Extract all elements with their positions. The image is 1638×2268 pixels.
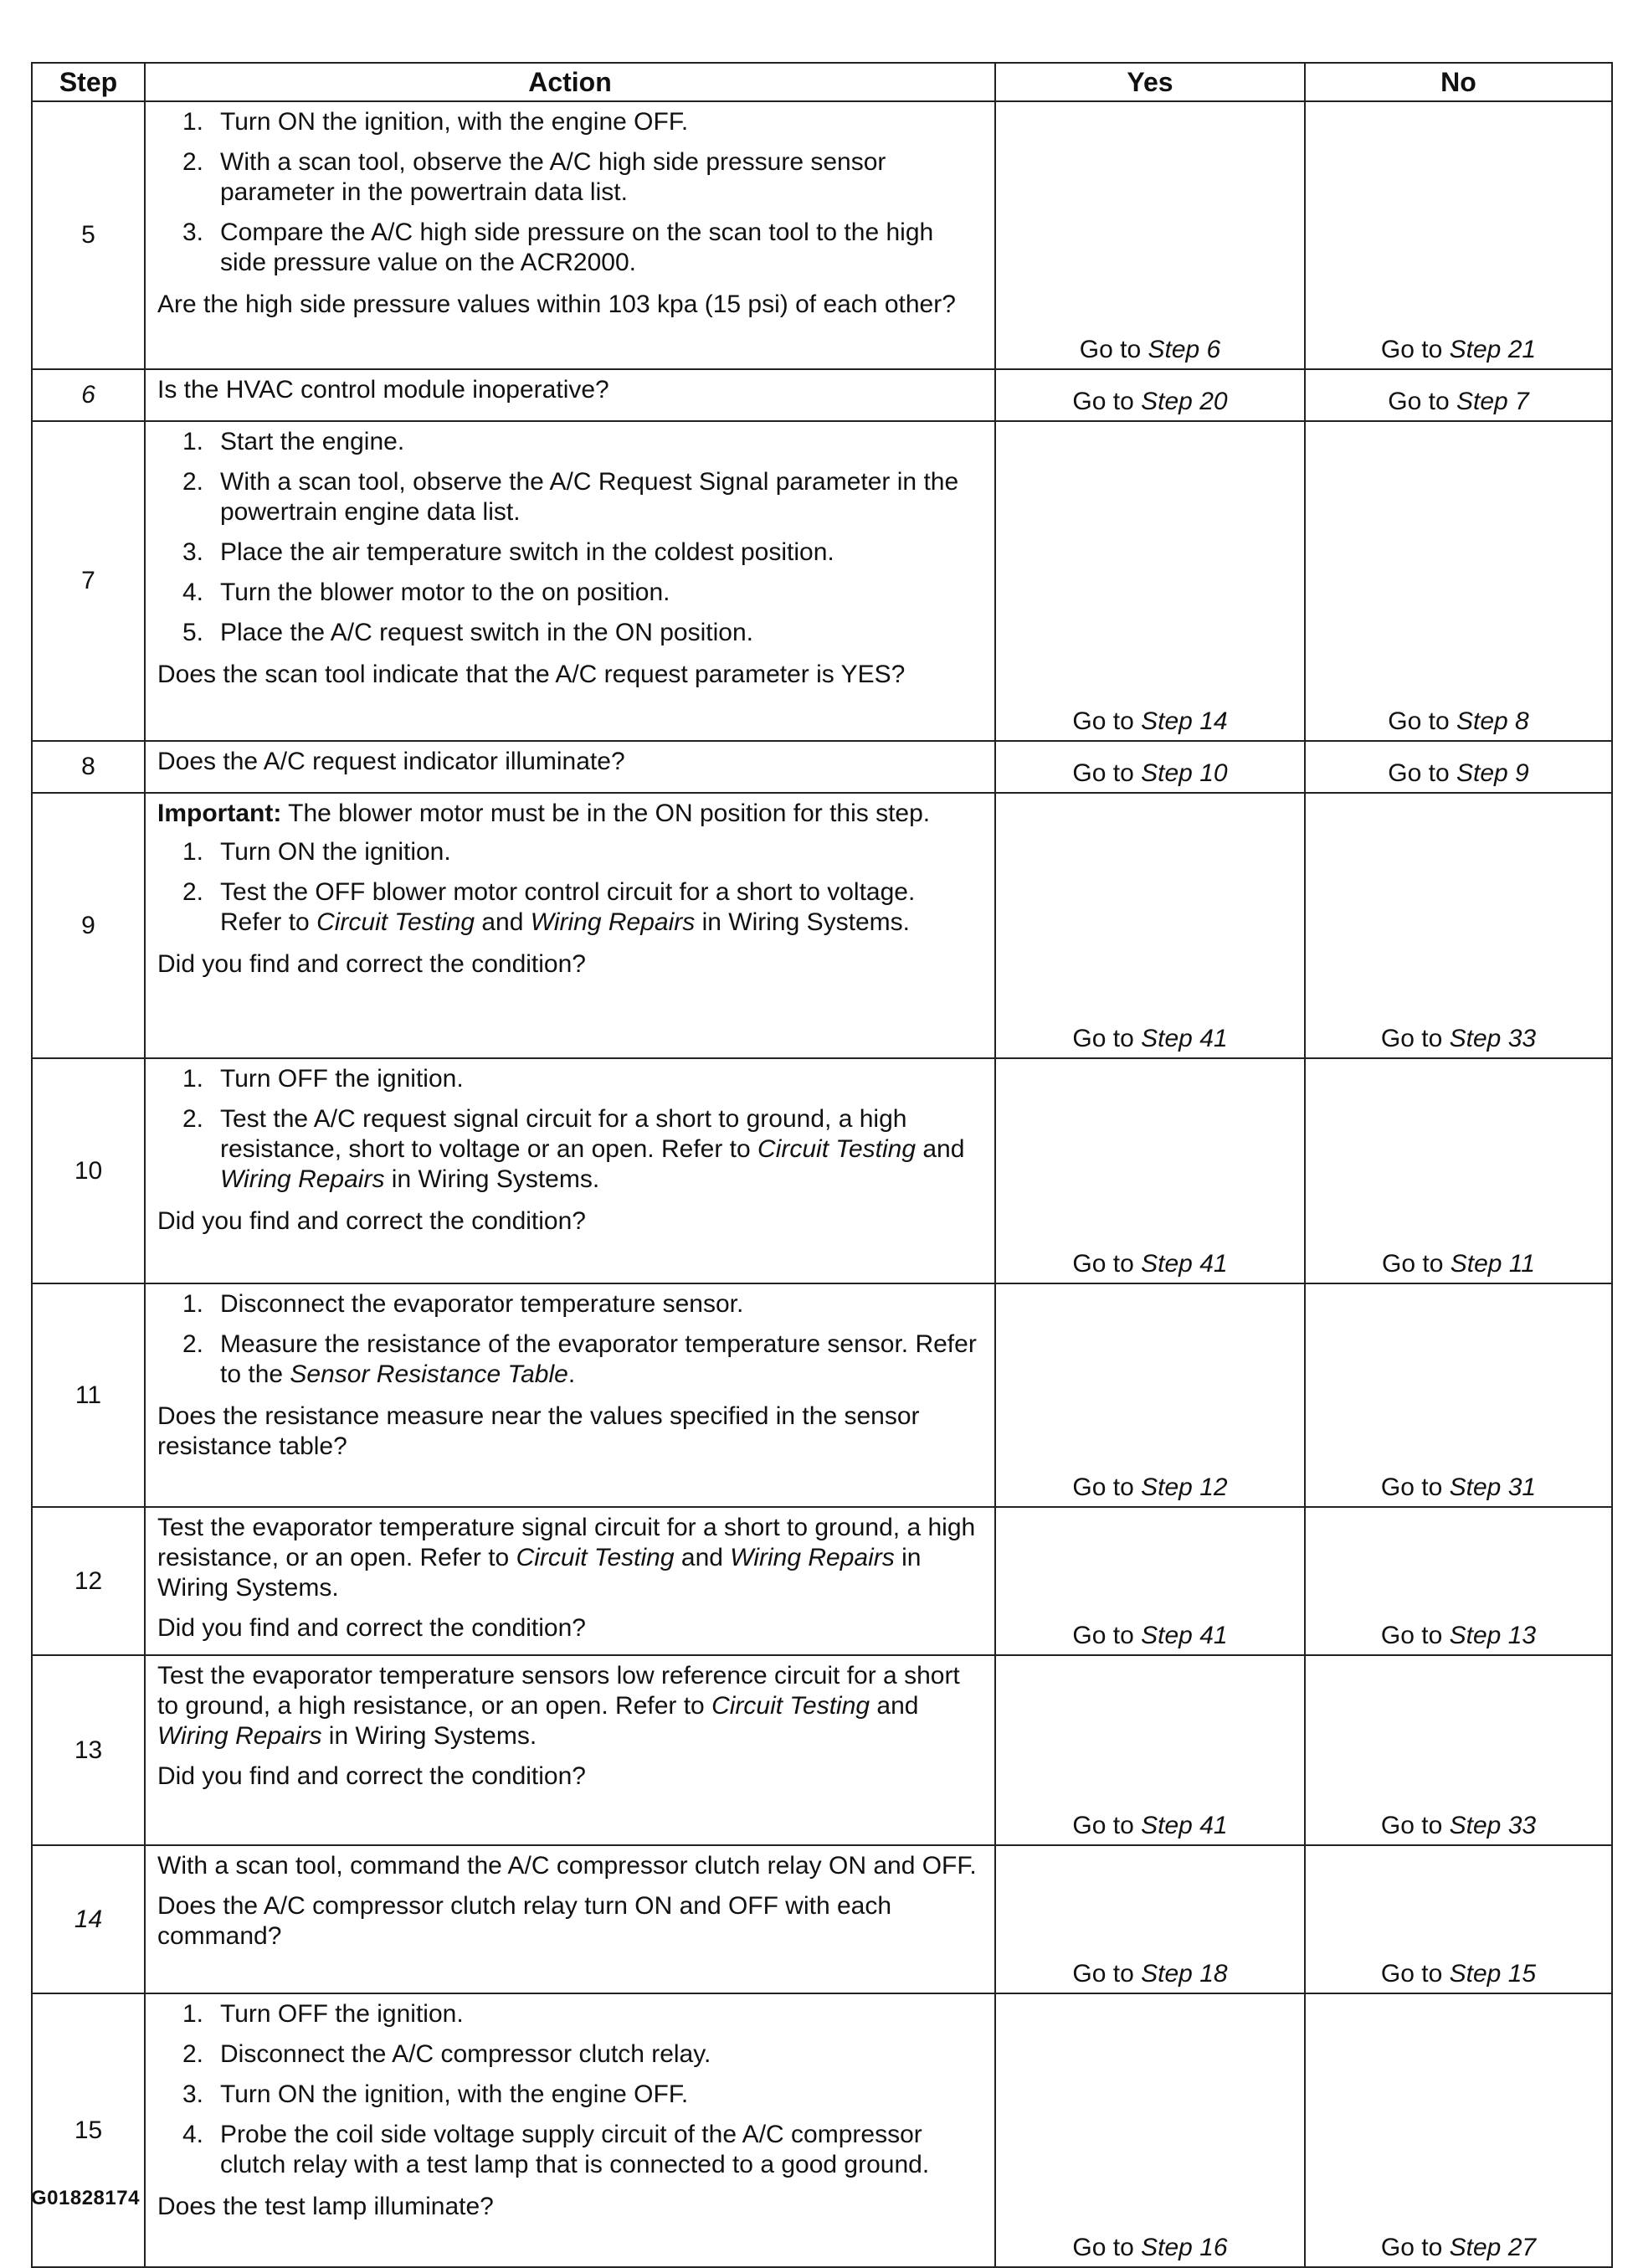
text-segment: Turn OFF the ignition. [220, 1065, 464, 1093]
text-segment: Turn ON the ignition. [220, 838, 451, 866]
table-row [32, 1058, 1612, 1283]
text-segment: Turn ON the ignition, with the engine OFF. [220, 2080, 689, 2108]
header-yes: Yes [995, 63, 1305, 101]
question-text: Did you find and correct the condition? [157, 1207, 586, 1235]
reference-italic: Circuit Testing [516, 1544, 675, 1571]
action-cell [145, 793, 995, 1058]
question-text: Does the A/C request indicator illuminate? [157, 748, 625, 775]
header-step: Step [32, 63, 145, 101]
procedure-list [157, 1289, 983, 1390]
procedure-step [157, 1104, 983, 1195]
table-row [32, 1507, 1612, 1655]
go-to-prefix: Go to [1072, 1960, 1134, 1988]
action-paragraph [157, 1661, 983, 1751]
action-paragraph [157, 1851, 983, 1881]
question-text: Does the A/C compressor clutch relay turn ON and OFF with each command? [157, 1892, 892, 1950]
text-segment: Probe the coil side voltage supply circuit of the A/C compressor clutch relay with a test lamp that is connected to a good ground. [220, 2121, 930, 2178]
no-result [1305, 101, 1612, 369]
table-row [32, 741, 1612, 793]
no-target-step[interactable]: Step 11 [1450, 1250, 1535, 1278]
action-cell [145, 741, 995, 793]
go-to-prefix: Go to [1072, 759, 1134, 787]
procedure-step [157, 2039, 983, 2070]
table-row [32, 101, 1612, 369]
yes-target-step[interactable]: Step 10 [1141, 759, 1228, 787]
procedure-step [157, 1999, 983, 2029]
yes-result [995, 1507, 1305, 1655]
step-index: 4. [182, 579, 204, 606]
yes-target-step[interactable]: Step 12 [1141, 1473, 1228, 1501]
go-to-prefix: Go to [1380, 1622, 1443, 1649]
procedure-list [157, 427, 983, 648]
go-to-prefix: Go to [1072, 1025, 1134, 1052]
action-cell [145, 421, 995, 741]
procedure-step [157, 1329, 983, 1390]
text-segment: Test the evaporator temperature sensors low reference circuit for a short to ground, a high resistance, or an open. Refer to [157, 1662, 960, 1720]
reference-italic: Circuit Testing [316, 908, 475, 936]
no-result [1305, 741, 1612, 793]
reference-italic: Wiring Repairs [157, 1722, 322, 1750]
important-note [157, 799, 983, 829]
step-number: 10 [32, 1058, 145, 1283]
no-target-step[interactable]: Step 9 [1456, 759, 1529, 787]
diagnostic-table-container [31, 62, 1611, 2268]
diagnostic-table [31, 62, 1613, 2268]
procedure-list [157, 837, 983, 938]
text-segment: Test the evaporator temperature signal circuit for a short to ground, a high resistance, or an open. Refer to [157, 1514, 976, 1571]
no-result [1305, 369, 1612, 421]
table-header-row [32, 63, 1612, 101]
no-target-step[interactable]: Step 33 [1449, 1812, 1537, 1839]
header-action: Action [145, 63, 995, 101]
reference-italic: Wiring Repairs [530, 908, 696, 936]
yes-result [995, 1655, 1305, 1845]
text-segment: Disconnect the evaporator temperature sensor. [220, 1290, 744, 1318]
table-body [32, 101, 1612, 2267]
text-segment: in Wiring Systems. [157, 1544, 922, 1602]
step-number: 15 [32, 1993, 145, 2267]
procedure-step [157, 537, 983, 568]
text-segment: . [567, 1360, 576, 1388]
text-segment: Place the A/C request switch in the ON position. [220, 619, 753, 646]
step-number: 7 [32, 421, 145, 741]
step-number: 6 [32, 369, 145, 421]
step-index: 4. [182, 2121, 204, 2148]
step-index: 2. [182, 878, 204, 906]
yes-result [995, 421, 1305, 741]
procedure-step [157, 1064, 983, 1094]
question-text: Did you find and correct the condition? [157, 1762, 586, 1790]
table-row [32, 1993, 1612, 2267]
yes-target-step[interactable]: Step 41 [1141, 1025, 1228, 1052]
important-label: Important: [157, 800, 282, 827]
procedure-list [157, 1999, 983, 2180]
yes-result [995, 1058, 1305, 1283]
no-result [1305, 1058, 1612, 1283]
no-target-step[interactable]: Step 21 [1449, 336, 1537, 363]
text-segment: in Wiring Systems. [391, 1165, 600, 1193]
yes-target-step[interactable]: Step 16 [1141, 2234, 1228, 2261]
text-segment: With a scan tool, command the A/C compressor clutch relay ON and OFF. [157, 1852, 977, 1880]
no-result [1305, 1507, 1612, 1655]
yes-result [995, 741, 1305, 793]
yes-result [995, 369, 1305, 421]
action-cell [145, 1507, 995, 1655]
go-to-prefix: Go to [1380, 1473, 1443, 1501]
action-cell [145, 101, 995, 369]
yes-target-step[interactable]: Step 41 [1141, 1622, 1228, 1649]
table-row [32, 1283, 1612, 1507]
reference-italic: Circuit Testing [757, 1135, 917, 1163]
procedure-list [157, 1064, 983, 1195]
procedure-step [157, 1289, 983, 1319]
step-index: 2. [182, 1330, 204, 1358]
go-to-prefix: Go to [1072, 388, 1134, 415]
step-index: 5. [182, 619, 204, 646]
procedure-step [157, 2080, 983, 2110]
text-segment: and [922, 1135, 965, 1163]
yes-result [995, 1993, 1305, 2267]
no-result [1305, 1283, 1612, 1507]
yes-target-step[interactable]: Step 6 [1148, 336, 1221, 363]
step-index: 2. [182, 2040, 204, 2068]
reference-italic: Wiring Repairs [730, 1544, 895, 1571]
go-to-prefix: Go to [1072, 1473, 1134, 1501]
question-text: Did you find and correct the condition? [157, 950, 586, 978]
step-index: 1. [182, 108, 204, 136]
text-segment: Test the A/C request signal circuit for a short to ground, a high resistance, short to voltage or an open. Refer to [220, 1105, 907, 1163]
action-cell [145, 1993, 995, 2267]
go-to-prefix: Go to [1388, 707, 1450, 735]
header-no: No [1305, 63, 1612, 101]
no-result [1305, 421, 1612, 741]
yes-target-step[interactable]: Step 20 [1141, 388, 1228, 415]
step-number: 9 [32, 793, 145, 1058]
go-to-prefix: Go to [1380, 2234, 1443, 2261]
table-row [32, 1845, 1612, 1993]
go-to-prefix: Go to [1072, 707, 1134, 735]
text-segment: and [680, 1544, 723, 1571]
no-result [1305, 1655, 1612, 1845]
procedure-list [157, 107, 983, 278]
step-index: 3. [182, 538, 204, 566]
text-segment: Place the air temperature switch in the coldest position. [220, 538, 834, 566]
yes-target-step[interactable]: Step 14 [1141, 707, 1228, 735]
go-to-prefix: Go to [1380, 336, 1443, 363]
reference-italic: Wiring Repairs [220, 1165, 385, 1193]
step-number: 11 [32, 1283, 145, 1507]
action-cell [145, 1058, 995, 1283]
procedure-step [157, 618, 983, 648]
go-to-prefix: Go to [1382, 1250, 1444, 1278]
step-number: 5 [32, 101, 145, 369]
go-to-prefix: Go to [1388, 388, 1450, 415]
text-segment: With a scan tool, observe the A/C high side pressure sensor parameter in the powertrain data list. [220, 148, 886, 206]
text-segment: Disconnect the A/C compressor clutch relay. [220, 2040, 711, 2068]
text-segment: With a scan tool, observe the A/C Request Signal parameter in the powertrain engine data list. [220, 468, 959, 526]
no-target-step[interactable]: Step 31 [1449, 1473, 1537, 1501]
figure-id: G01828174 [31, 2187, 140, 2209]
go-to-prefix: Go to [1380, 1025, 1443, 1052]
table-row [32, 1655, 1612, 1845]
step-index: 2. [182, 1105, 204, 1133]
text-segment: Start the engine. [220, 428, 405, 455]
procedure-step [157, 147, 983, 208]
yes-result [995, 793, 1305, 1058]
table-row [32, 793, 1612, 1058]
go-to-prefix: Go to [1072, 1622, 1134, 1649]
no-target-step[interactable]: Step 13 [1449, 1622, 1537, 1649]
step-index: 3. [182, 2080, 204, 2108]
text-segment: Test the OFF blower motor control circuit for a short to voltage. Refer to [220, 878, 916, 936]
procedure-step [157, 218, 983, 278]
text-segment: and [876, 1692, 919, 1720]
go-to-prefix: Go to [1072, 2234, 1134, 2261]
procedure-step [157, 877, 983, 938]
question-text: Did you find and correct the condition? [157, 1614, 586, 1642]
procedure-step [157, 427, 983, 457]
action-cell [145, 1655, 995, 1845]
procedure-step [157, 107, 983, 137]
step-index: 2. [182, 148, 204, 176]
yes-result [995, 101, 1305, 369]
yes-target-step[interactable]: Step 18 [1141, 1960, 1228, 1988]
reference-italic: Sensor Resistance Table [290, 1360, 568, 1388]
text-segment: and [481, 908, 524, 936]
procedure-step [157, 837, 983, 867]
no-target-step[interactable]: Step 8 [1456, 707, 1529, 735]
procedure-step [157, 2120, 983, 2180]
step-number: 8 [32, 741, 145, 793]
step-number: 13 [32, 1655, 145, 1845]
no-target-step[interactable]: Step 15 [1449, 1960, 1537, 1988]
text-segment: Turn OFF the ignition. [220, 2000, 464, 2028]
important-text: The blower motor must be in the ON position for this step. [288, 800, 931, 827]
step-index: 1. [182, 2000, 204, 2028]
procedure-step [157, 578, 983, 608]
question-text: Is the HVAC control module inoperative? [157, 376, 609, 404]
text-segment: in Wiring Systems. [328, 1722, 537, 1750]
question-text: Does the resistance measure near the values specified in the sensor resistance table? [157, 1402, 920, 1460]
text-segment: Turn the blower motor to the on position. [220, 579, 670, 606]
yes-result [995, 1845, 1305, 1993]
go-to-prefix: Go to [1072, 1812, 1134, 1839]
action-paragraph [157, 1513, 983, 1603]
step-index: 2. [182, 468, 204, 496]
no-target-step[interactable]: Step 7 [1456, 388, 1529, 415]
action-cell [145, 1845, 995, 1993]
table-row [32, 369, 1612, 421]
action-cell [145, 1283, 995, 1507]
question-text: Does the scan tool indicate that the A/C request parameter is YES? [157, 661, 906, 688]
go-to-prefix: Go to [1388, 759, 1450, 787]
step-number: 14 [32, 1845, 145, 1993]
question-text: Are the high side pressure values within 103 kpa (15 psi) of each other? [157, 291, 956, 318]
step-index: 1. [182, 1290, 204, 1318]
text-segment: Compare the A/C high side pressure on the scan tool to the high side pressure value on the ACR2000. [220, 219, 934, 276]
table-row [32, 421, 1612, 741]
go-to-prefix: Go to [1380, 1960, 1443, 1988]
yes-target-step[interactable]: Step 41 [1141, 1812, 1228, 1839]
text-segment: Measure the resistance of the evaporator temperature sensor. Refer to the [220, 1330, 977, 1388]
step-index: 3. [182, 219, 204, 246]
yes-result [995, 1283, 1305, 1507]
step-number: 12 [32, 1507, 145, 1655]
text-segment: Turn ON the ignition, with the engine OFF. [220, 108, 689, 136]
step-index: 1. [182, 838, 204, 866]
question-text: Does the test lamp illuminate? [157, 2193, 494, 2220]
action-cell [145, 369, 995, 421]
text-segment: in Wiring Systems. [701, 908, 910, 936]
go-to-prefix: Go to [1079, 336, 1142, 363]
no-result [1305, 1993, 1612, 2267]
yes-target-step[interactable]: Step 41 [1141, 1250, 1228, 1278]
step-index: 1. [182, 428, 204, 455]
go-to-prefix: Go to [1380, 1812, 1443, 1839]
no-target-step[interactable]: Step 33 [1449, 1025, 1537, 1052]
reference-italic: Circuit Testing [711, 1692, 870, 1720]
no-result [1305, 1845, 1612, 1993]
no-target-step[interactable]: Step 27 [1449, 2234, 1537, 2261]
go-to-prefix: Go to [1072, 1250, 1134, 1278]
no-result [1305, 793, 1612, 1058]
procedure-step [157, 467, 983, 527]
step-index: 1. [182, 1065, 204, 1093]
